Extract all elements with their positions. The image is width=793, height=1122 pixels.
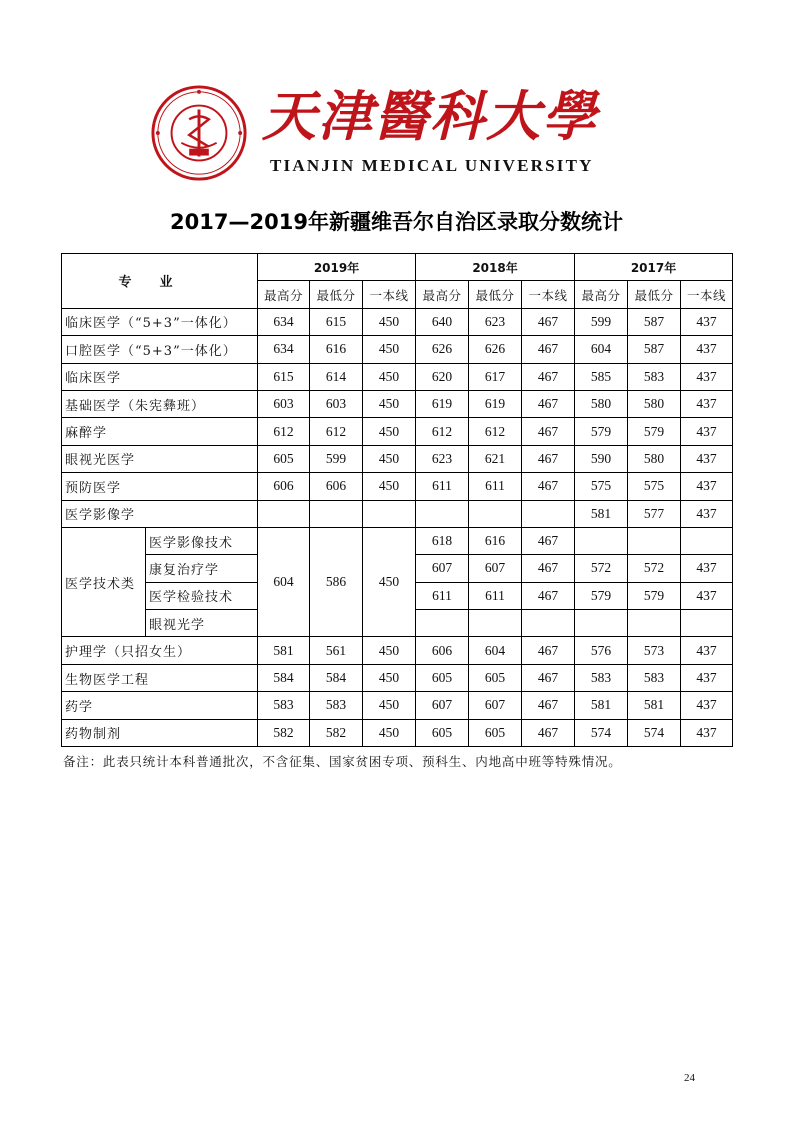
score-cell [469, 610, 522, 637]
score-cell: 576 [575, 637, 628, 664]
table-row [62, 445, 733, 472]
year-header: 2019年 [258, 254, 416, 281]
score-cell: 437 [681, 308, 733, 335]
score-cell: 467 [522, 390, 575, 417]
score-type-header: 最低分 [469, 281, 522, 308]
score-cell: 611 [469, 582, 522, 609]
score-type-header: 最低分 [628, 281, 681, 308]
score-cell: 575 [628, 473, 681, 500]
university-seal-icon [150, 84, 248, 182]
score-cell: 574 [628, 719, 681, 746]
score-cell: 581 [575, 692, 628, 719]
year-header-row [62, 254, 733, 281]
table-row [62, 637, 733, 664]
table-body [62, 308, 733, 746]
score-cell: 607 [416, 692, 469, 719]
score-cell: 572 [575, 555, 628, 582]
score-cell: 437 [681, 363, 733, 390]
score-type-header: 最低分 [310, 281, 363, 308]
score-cell: 606 [310, 473, 363, 500]
score-cell: 606 [258, 473, 310, 500]
table-row [62, 473, 733, 500]
brand-english-name: TIANJIN MEDICAL UNIVERSITY [270, 156, 594, 175]
score-cell [681, 527, 733, 554]
score-type-header: 最高分 [416, 281, 469, 308]
score-cell: 615 [258, 363, 310, 390]
score-cell: 605 [469, 719, 522, 746]
score-cell: 579 [628, 582, 681, 609]
score-cell: 634 [258, 308, 310, 335]
score-cell: 467 [522, 308, 575, 335]
score-type-header: 一本线 [681, 281, 733, 308]
score-cell: 603 [310, 390, 363, 417]
score-cell: 607 [469, 692, 522, 719]
table-row [62, 500, 733, 527]
score-cell [416, 500, 469, 527]
table-row [62, 390, 733, 417]
score-cell [575, 610, 628, 637]
score-cell: 579 [575, 582, 628, 609]
major-name: 药学 [62, 692, 258, 719]
score-cell: 450 [363, 363, 416, 390]
major-header: 专业 [62, 254, 258, 309]
score-cell: 580 [628, 390, 681, 417]
score-cell: 579 [575, 418, 628, 445]
score-type-header: 最高分 [258, 281, 310, 308]
sub-major-name: 康复治疗学 [146, 555, 258, 582]
score-cell: 599 [310, 445, 363, 472]
score-cell: 584 [258, 664, 310, 691]
score-cell: 467 [522, 582, 575, 609]
score-cell [575, 527, 628, 554]
major-name: 基础医学（朱宪彝班） [62, 390, 258, 417]
score-cell: 612 [310, 418, 363, 445]
score-cell: 603 [258, 390, 310, 417]
score-cell: 467 [522, 692, 575, 719]
major-name: 临床医学 [62, 363, 258, 390]
score-cell: 574 [575, 719, 628, 746]
score-cell: 634 [258, 336, 310, 363]
score-cell: 582 [310, 719, 363, 746]
score-cell: 467 [522, 445, 575, 472]
score-cell: 607 [416, 555, 469, 582]
score-cell: 583 [628, 363, 681, 390]
score-cell: 611 [416, 582, 469, 609]
score-cell: 450 [363, 637, 416, 664]
score-cell: 572 [628, 555, 681, 582]
score-type-header: 一本线 [522, 281, 575, 308]
score-cell: 450 [363, 336, 416, 363]
score-cell: 583 [628, 664, 681, 691]
score-cell: 587 [628, 308, 681, 335]
score-cell [681, 610, 733, 637]
score-cell: 437 [681, 500, 733, 527]
table-row [62, 692, 733, 719]
major-name: 药物制剂 [62, 719, 258, 746]
score-cell: 573 [628, 637, 681, 664]
score-cell: 587 [628, 336, 681, 363]
major-name: 预防医学 [62, 473, 258, 500]
score-cell: 616 [469, 527, 522, 554]
group-name: 医学技术类 [62, 527, 146, 637]
score-cell: 586 [310, 527, 363, 637]
score-cell: 450 [363, 664, 416, 691]
score-cell: 450 [363, 308, 416, 335]
university-logo [150, 78, 610, 182]
score-cell: 437 [681, 582, 733, 609]
score-cell: 467 [522, 664, 575, 691]
score-cell: 605 [469, 664, 522, 691]
table-row [62, 719, 733, 746]
score-cell: 580 [628, 445, 681, 472]
score-cell: 618 [416, 527, 469, 554]
major-name: 生物医学工程 [62, 664, 258, 691]
score-cell: 581 [628, 692, 681, 719]
table-row [62, 308, 733, 335]
year-header: 2018年 [416, 254, 575, 281]
score-cell [310, 500, 363, 527]
score-cell: 437 [681, 719, 733, 746]
table-row [62, 336, 733, 363]
score-cell: 467 [522, 637, 575, 664]
brand-chinese-name: 天津醫科大學 [262, 84, 598, 148]
score-cell: 607 [469, 555, 522, 582]
score-cell: 604 [469, 637, 522, 664]
score-cell: 467 [522, 719, 575, 746]
score-cell: 450 [363, 527, 416, 637]
score-cell: 437 [681, 473, 733, 500]
major-name: 医学影像学 [62, 500, 258, 527]
table-row [62, 418, 733, 445]
score-cell: 612 [258, 418, 310, 445]
table-row [62, 527, 733, 554]
major-name: 护理学（只招女生） [62, 637, 258, 664]
score-cell: 611 [416, 473, 469, 500]
score-cell: 582 [258, 719, 310, 746]
score-cell: 580 [575, 390, 628, 417]
score-cell: 621 [469, 445, 522, 472]
score-cell [258, 500, 310, 527]
score-type-header: 最高分 [575, 281, 628, 308]
score-cell: 437 [681, 336, 733, 363]
score-cell: 619 [416, 390, 469, 417]
score-cell: 599 [575, 308, 628, 335]
score-cell: 437 [681, 418, 733, 445]
score-cell: 583 [310, 692, 363, 719]
score-cell: 581 [258, 637, 310, 664]
score-cell: 437 [681, 555, 733, 582]
major-name: 麻醉学 [62, 418, 258, 445]
score-cell: 612 [469, 418, 522, 445]
score-cell: 614 [310, 363, 363, 390]
score-cell: 467 [522, 527, 575, 554]
score-cell: 585 [575, 363, 628, 390]
admission-score-table [61, 253, 733, 747]
page-number: 24 [684, 1072, 695, 1084]
page-title: 2017—2019年新疆维吾尔自治区录取分数统计 [170, 210, 623, 234]
score-cell: 437 [681, 445, 733, 472]
score-cell [522, 500, 575, 527]
major-name: 口腔医学（“5+3”一体化） [62, 336, 258, 363]
score-cell: 626 [469, 336, 522, 363]
score-cell: 467 [522, 336, 575, 363]
score-cell: 590 [575, 445, 628, 472]
major-name: 临床医学（“5+3”一体化） [62, 308, 258, 335]
score-cell: 583 [575, 664, 628, 691]
score-cell: 619 [469, 390, 522, 417]
score-cell: 467 [522, 363, 575, 390]
score-cell: 561 [310, 637, 363, 664]
score-cell: 605 [416, 719, 469, 746]
score-cell [628, 527, 681, 554]
major-name: 眼视光医学 [62, 445, 258, 472]
score-cell: 605 [416, 664, 469, 691]
score-cell: 581 [575, 500, 628, 527]
score-cell: 437 [681, 692, 733, 719]
score-cell: 467 [522, 418, 575, 445]
score-type-header: 一本线 [363, 281, 416, 308]
score-cell: 584 [310, 664, 363, 691]
sub-major-name: 眼视光学 [146, 610, 258, 637]
score-cell: 575 [575, 473, 628, 500]
score-cell: 626 [416, 336, 469, 363]
sub-major-name: 医学检验技术 [146, 582, 258, 609]
score-cell: 467 [522, 555, 575, 582]
score-cell: 640 [416, 308, 469, 335]
sub-major-name: 医学影像技术 [146, 527, 258, 554]
score-cell [416, 610, 469, 637]
score-cell: 616 [310, 336, 363, 363]
score-cell: 450 [363, 473, 416, 500]
score-cell: 577 [628, 500, 681, 527]
score-cell: 437 [681, 664, 733, 691]
score-cell: 450 [363, 390, 416, 417]
footnote: 备注：此表只统计本科普通批次，不含征集、国家贫困专项、预科生、内地高中班等特殊情况。 [63, 754, 622, 769]
score-cell: 467 [522, 473, 575, 500]
score-cell [363, 500, 416, 527]
score-cell: 437 [681, 390, 733, 417]
score-cell: 612 [416, 418, 469, 445]
score-cell: 605 [258, 445, 310, 472]
score-cell [469, 500, 522, 527]
score-cell: 579 [628, 418, 681, 445]
score-cell: 583 [258, 692, 310, 719]
score-cell: 617 [469, 363, 522, 390]
score-cell [628, 610, 681, 637]
score-cell: 611 [469, 473, 522, 500]
score-cell: 623 [469, 308, 522, 335]
score-cell: 450 [363, 692, 416, 719]
score-cell: 450 [363, 719, 416, 746]
score-cell: 450 [363, 445, 416, 472]
table-row [62, 664, 733, 691]
score-cell: 620 [416, 363, 469, 390]
score-cell [522, 610, 575, 637]
score-cell: 437 [681, 637, 733, 664]
year-header: 2017年 [575, 254, 733, 281]
score-cell: 623 [416, 445, 469, 472]
score-cell: 615 [310, 308, 363, 335]
score-cell: 450 [363, 418, 416, 445]
score-cell: 604 [258, 527, 310, 637]
score-cell: 606 [416, 637, 469, 664]
score-cell: 604 [575, 336, 628, 363]
table-row [62, 363, 733, 390]
